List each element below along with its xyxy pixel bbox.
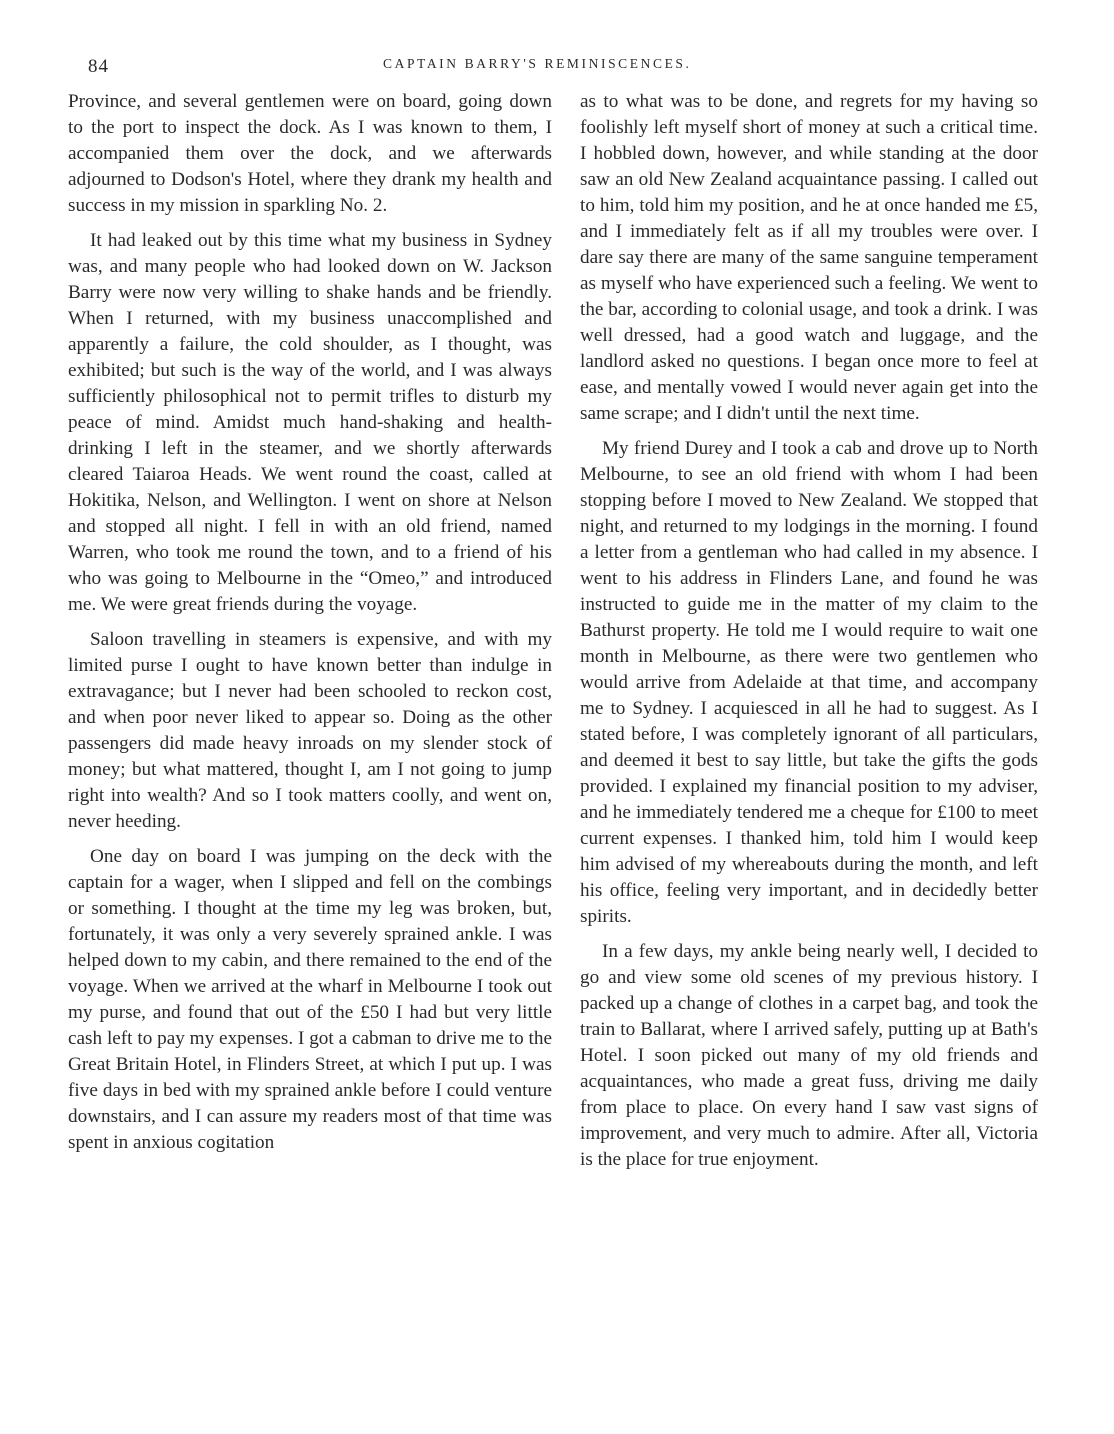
paragraph: Province, and several gentlemen were on board, going down to the port to inspect the dock. As I was known to them, I accompanied them over the dock, and we afterwards adjourned to Dodson's Hotel, where they drank my health and success in my mission in sparkling No. 2. [68,91,552,216]
left-column [68,89,552,1165]
paragraph: One day on board I was jumping on the deck with the captain for a wager, when I slipped and fell on the combings or something. I thought at the time my leg was broken, but, fortunately, it was only a very severely sprained ankle. I was helped down to my cabin, and there remained to the end of the voyage. When we arrived at the wharf in Melbourne I took out my purse, and found that out of the £50 I had but very little cash left to pay my expenses. I got a cabman to drive me to the Great Britain Hotel, in Flinders Street, at which I put up. I was five days in bed with my sprained ankle before I could venture downstairs, and I can assure my readers most of that time was spent in anxious cogitation [68,846,552,1153]
paragraph: In a few days, my ankle being nearly well, I decided to go and view some old scenes of my previous history. I packed up a change of clothes in a carpet bag, and took the train to Ballarat, where I arrived safely, putting up at Bath's Hotel. I soon picked out many of my old friends and acquaintances, who made a great fuss, driving me daily from place to place. On every hand I saw vast signs of improvement, and very much to admire. After all, Victoria is the place for true enjoyment. [580,941,1038,1170]
paragraph: My friend Durey and I took a cab and drove up to North Melbourne, to see an old friend with whom I had been stopping before I moved to New Zealand. We stopped that night, and returned to my lodgings in the morning. I found a letter from a gentleman who had called in my absence. I went to his address in Flinders Lane, and found he was instructed to guide me in the matter of my claim to the Bathurst property. He told me I would require to wait one month in Melbourne, as there were two gentlemen who would arrive from Adelaide at that time, and accompany me to Sydney. I acquiesced in all he had to suggest. As I stated before, I was completely ignorant of all particulars, and deemed it best to say little, but take the gifts the gods provided. I explained my financial position to my adviser, and he immediately tendered me a cheque for £100 to meet current expenses. I thanked him, told him I would keep him advised of my whereabouts during the month, and left his office, feeling very important, and in decidedly better spirits. [580,438,1038,927]
paragraph: Saloon travelling in steamers is expensive, and with my limited purse I ought to have known better than indulge in extravagance; but I never had been schooled to reckon cost, and when poor never liked to appear so. Doing as the other passengers did made heavy inroads on my slender stock of money; but what mattered, thought I, am I not going to jump right into wealth? And so I took matters coolly, and went on, never heeding. [68,629,552,832]
page-number: 84 [88,56,109,77]
paragraph: It had leaked out by this time what my business in Sydney was, and many people who had looked down on W. Jackson Barry were now very willing to shake hands and be friendly. When I returned, with my business unaccomplished and apparently a failure, the cold shoulder, as I thought, was exhibited; but such is the way of the world, and I was always sufficiently philosophical not to permit trifles to disturb my peace of mind. Amidst much hand-shaking and health-drinking I left in the steamer, and we shortly afterwards cleared Taiaroa Heads. We went round the coast, called at Hokitika, Nelson, and Wellington. I went on shore at Nelson and stopped all night. I fell in with an old friend, named Warren, who took me round the town, and to a friend of his who was going to Melbourne in the “Omeo,” and introduced me. We were great friends during the voyage. [68,230,552,615]
paragraph: as to what was to be done, and regrets for my having so foolishly left myself short of money at such a critical time. I hobbled down, however, and while standing at the door saw an old New Zealand acquaintance passing. I called out to him, told him my position, and he at once handed me £5, and I immediately felt as if all my troubles were over. I dare say there are many of the same sanguine temperament as myself who have experienced such a feeling. We went to the bar, according to colonial usage, and took a drink. I was well dressed, had a good watch and luggage, and the landlord asked no questions. I began once more to feel at ease, and mentally vowed I would never again get into the same scrape; and I didn't until the next time. [580,91,1038,424]
right-column [580,89,1038,1182]
running-head: CAPTAIN BARRY'S REMINISCENCES. [383,56,692,71]
